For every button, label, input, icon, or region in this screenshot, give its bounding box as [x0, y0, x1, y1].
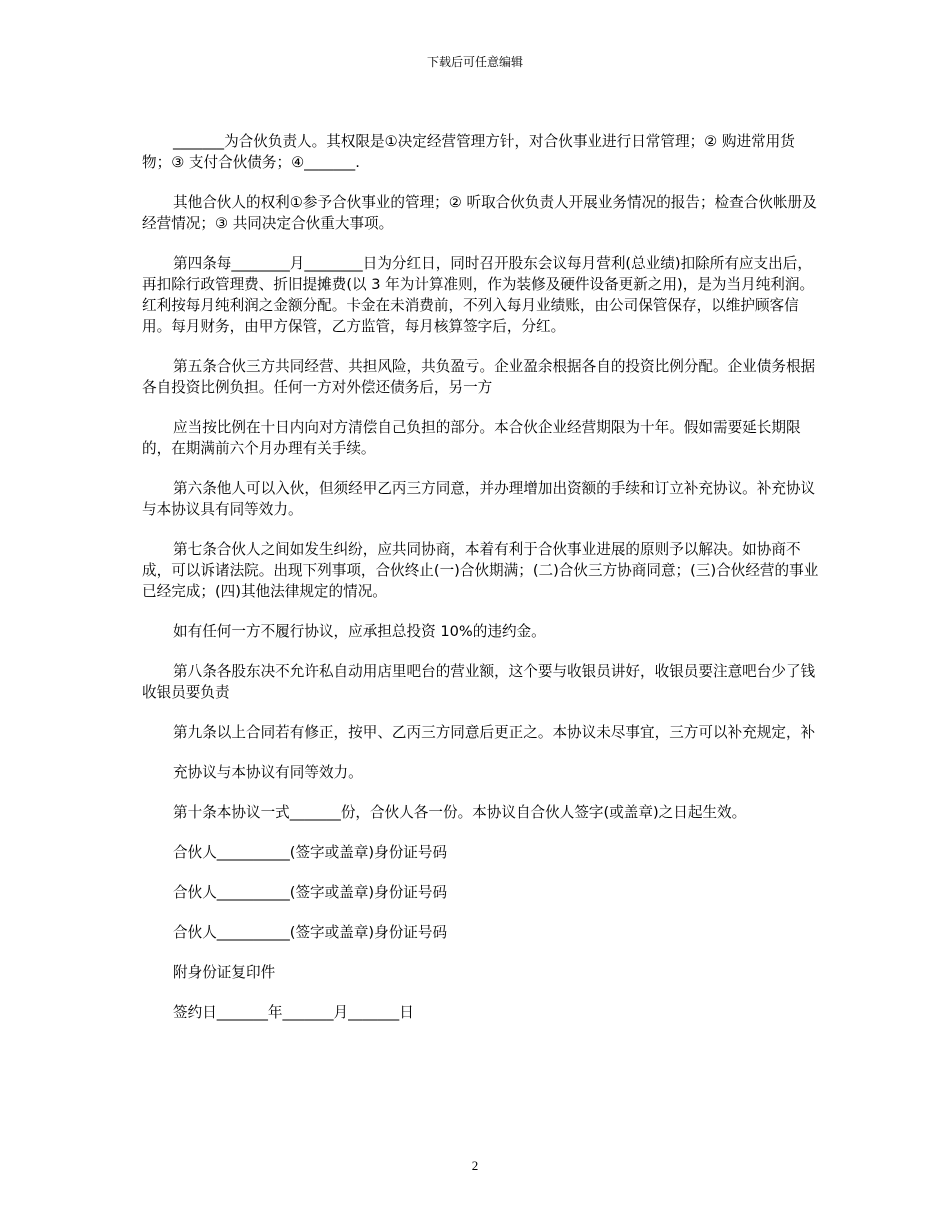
paragraph-article-9-continued: 充协议与本协议有同等效力。 [173, 764, 363, 781]
document-body [142, 131, 822, 1042]
signature-line-partner-2: 合伙人__________(签字或盖章)身份证号码 [173, 884, 448, 901]
paragraph-article-8: 第八条各股东决不允许私自动用店里吧台的营业额，这个要与收银员讲好，收银员要注意吧台少了钱收银员要负责 [142, 663, 816, 701]
paragraph-article-9: 第九条以上合同若有修正，按甲、乙丙三方同意后更正之。本协议未尽事宜，三方可以补充规定，补 [173, 724, 816, 741]
paragraph-responsible-partner: _______为合伙负责人。其权限是①决定经营管理方针，对合伙事业进行日常管理；② 购进常用货物；③ 支付合伙债务；④_______. [142, 133, 795, 171]
paragraph-partner-rights: 其他合伙人的权利①参予合伙事业的管理；② 听取合伙负责人开展业务情况的报告；检查合伙帐册及经营情况；③ 共同决定合伙重大事项。 [142, 194, 817, 232]
paragraph-article-5-continued: 应当按比例在十日内向对方清偿自己负担的部分。本合伙企业经营期限为十年。假如需要延长期限的，在期满前六个月办理有关手续。 [142, 419, 801, 457]
page-number: 2 [471, 1158, 479, 1173]
signing-date-line: 签约日_______年_______月_______日 [173, 1004, 414, 1021]
paragraph-article-10: 第十条本协议一式_______份，合伙人各一份。本协议自合伙人签字(或盖章)之日起生效。 [173, 804, 747, 821]
attachment-note: 附身份证复印件 [173, 964, 276, 981]
signature-line-partner-1: 合伙人__________(签字或盖章)身份证号码 [173, 844, 448, 861]
paragraph-article-6: 第六条他人可以入伙，但须经甲乙丙三方同意，并办理增加出资额的手续和订立补充协议。补充协议与本协议具有同等效力。 [142, 480, 816, 518]
paragraph-article-7: 第七条合伙人之间如发生纠纷，应共同协商，本着有利于合伙事业进展的原则予以解决。如协商不成，可以诉诸法院。出现下列事项，合伙终止(一)合伙期满；(二)合伙三方协商同意；(三)合伙经营的事业已经完成；(四)其他法律规定的情况。 [142, 541, 819, 600]
paragraph-article-5: 第五条合伙三方共同经营、共担风险，共负盈亏。企业盈余根据各自的投资比例分配。企业债务根据各自投资比例负担。任何一方对外偿还债务后，另一方 [142, 358, 816, 396]
page-header: 下载后可任意编辑 [426, 55, 523, 69]
signature-line-partner-3: 合伙人__________(签字或盖章)身份证号码 [173, 924, 448, 941]
paragraph-breach-penalty: 如有任何一方不履行协议，应承担总投资 10%的违约金。 [173, 623, 546, 640]
paragraph-article-4: 第四条每________月________日为分红日，同时召开股东会议每月营利(总业绩)扣除所有应支出后，再扣除行政管理费、折旧提摊费(以 3 年为计算准则，作为装修及硬件设备更新之用)，是为当月纯利润。红利按每月纯利润之金额分配。卡金在未消费前，不列入每月业绩账，由公司保管保存，以维护顾客信用。每月财务，由甲方保管，乙方监管，每月核算签字后，分红。 [142, 255, 815, 335]
